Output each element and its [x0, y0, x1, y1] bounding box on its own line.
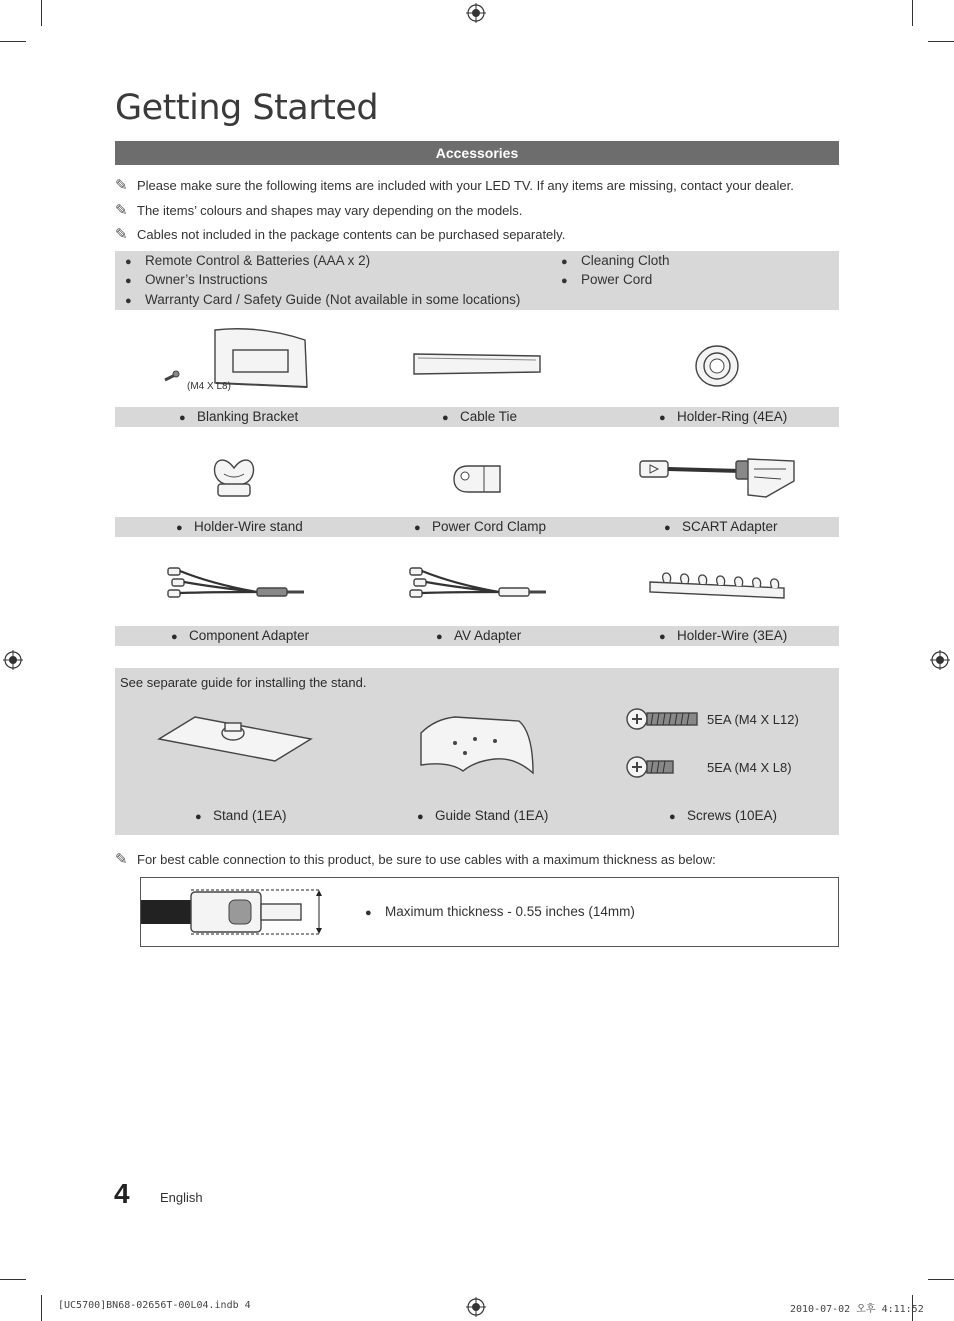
list-item: ● Maximum thickness - 0.55 inches (14mm)	[365, 904, 635, 919]
list-item: ● Cleaning Cloth	[561, 253, 670, 268]
list-item: ● Owner’s Instructions	[125, 272, 268, 287]
crop-mark	[928, 41, 954, 42]
list-item: ● Warranty Card / Safety Guide (Not available in some locations)	[125, 292, 521, 307]
stand-note: See separate guide for installing the stand.	[120, 675, 367, 690]
pencil-icon: ✎	[115, 202, 128, 219]
screw-short-label: 5EA (M4 X L8)	[707, 760, 792, 775]
page-language: English	[160, 1190, 203, 1205]
list-item: ● Remote Control & Batteries (AAA x 2)	[125, 253, 371, 268]
accessory-label-row	[115, 517, 839, 537]
cable-tie-icon	[410, 350, 545, 380]
accessory-label: ● Component Adapter	[171, 628, 310, 643]
stand-icon	[155, 713, 315, 763]
page-title: Getting Started	[115, 88, 379, 128]
thickness-box	[140, 877, 839, 947]
note: ✎ Please make sure the following items are included with your LED TV. If any items are missing, contact your dealer.	[115, 177, 794, 194]
screw-size-label: (M4 X L8)	[187, 381, 231, 392]
page-number: 4	[114, 1178, 130, 1209]
screw-short-icon	[625, 748, 685, 788]
holder-ring-icon	[692, 344, 742, 388]
component-adapter-icon	[162, 562, 308, 604]
section-header: Accessories	[115, 141, 839, 165]
accessory-label: ● Holder-Wire (3EA)	[659, 628, 788, 643]
accessory-label-row	[115, 626, 839, 646]
cable-note: ✎ For best cable connection to this product, be sure to use cables with a maximum thickness as below:	[115, 851, 716, 868]
screw-long-label: 5EA (M4 X L12)	[707, 712, 799, 727]
holder-wire-icon	[644, 568, 790, 604]
accessory-label-row	[115, 407, 839, 427]
accessory-label: ● AV Adapter	[436, 628, 522, 643]
accessory-label: ● Blanking Bracket	[179, 409, 299, 424]
cable-thickness-icon	[141, 886, 331, 938]
accessory-label: ● Power Cord Clamp	[414, 519, 547, 534]
included-items-box	[115, 251, 839, 310]
accessory-label: ● Holder-Ring (4EA)	[659, 409, 788, 424]
registration-mark-icon	[466, 1297, 486, 1317]
registration-mark-icon	[930, 650, 950, 670]
stand-item-label: ● Stand (1EA)	[195, 808, 287, 823]
crop-mark	[912, 0, 913, 26]
crop-mark	[41, 0, 42, 26]
list-item: ● Power Cord	[561, 272, 653, 287]
note: ✎ Cables not included in the package contents can be purchased separately.	[115, 226, 566, 243]
footer-file: [UC5700]BN68-02656T-00L04.indb 4	[58, 1300, 251, 1311]
pencil-icon: ✎	[115, 177, 128, 194]
scart-adapter-icon	[636, 455, 801, 505]
power-cord-clamp-icon	[450, 462, 506, 496]
guide-stand-icon	[415, 713, 540, 778]
stand-box	[115, 668, 839, 835]
holder-wire-stand-icon	[210, 454, 258, 502]
crop-mark	[41, 1295, 42, 1321]
crop-mark	[928, 1279, 954, 1280]
footer-datetime: 2010-07-02 오후 4:11:52	[790, 1304, 924, 1315]
note: ✎ The items’ colours and shapes may vary depending on the models.	[115, 202, 523, 219]
screw-long-icon	[625, 700, 700, 740]
registration-mark-icon	[3, 650, 23, 670]
registration-mark-icon	[466, 3, 486, 23]
pencil-icon: ✎	[115, 226, 128, 243]
stand-item-label: ● Guide Stand (1EA)	[417, 808, 549, 823]
accessory-label: ● Holder-Wire stand	[176, 519, 303, 534]
blanking-bracket-icon	[160, 325, 320, 395]
accessory-label: ● Cable Tie	[442, 409, 518, 424]
crop-mark	[0, 1279, 26, 1280]
pencil-icon: ✎	[115, 851, 128, 868]
av-adapter-icon	[404, 562, 550, 604]
crop-mark	[0, 41, 26, 42]
accessory-label: ● SCART Adapter	[664, 519, 778, 534]
stand-item-label: ● Screws (10EA)	[669, 808, 778, 823]
